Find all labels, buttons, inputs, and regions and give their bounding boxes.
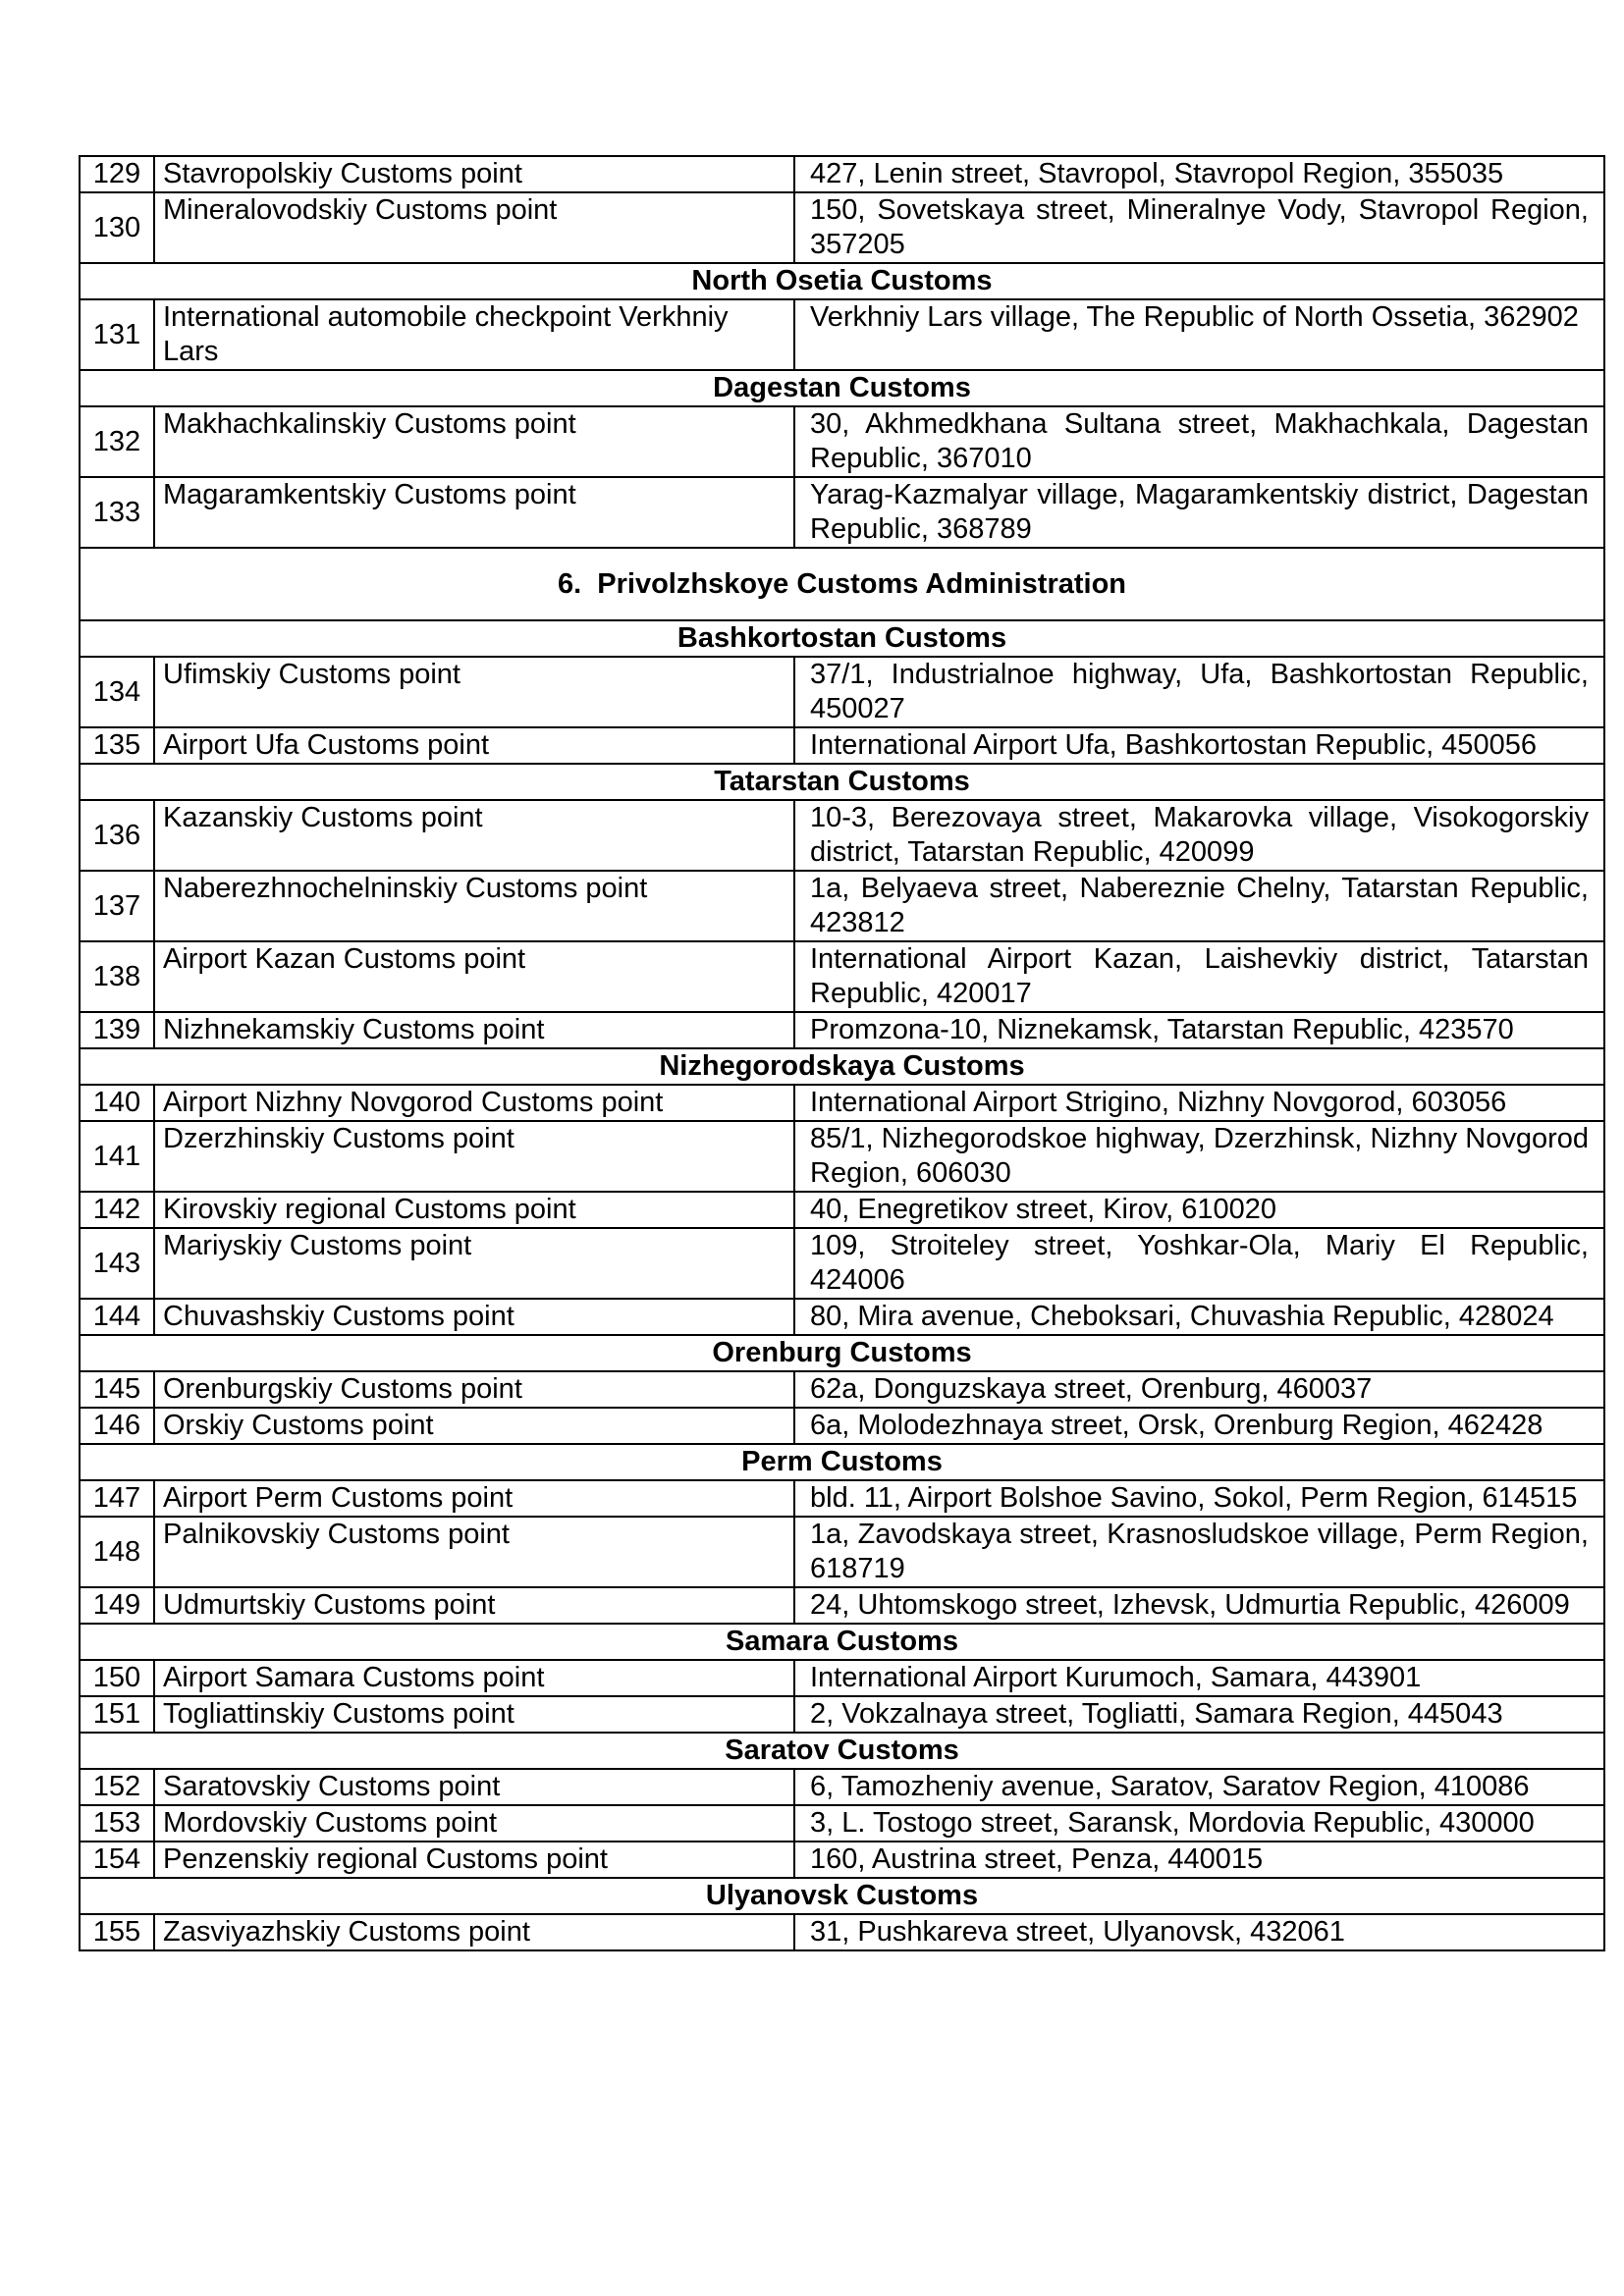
customs-point-name: Zasviyazhskiy Customs point [154,1914,794,1950]
table-row [80,1192,1604,1228]
table-row [80,1408,1604,1444]
table-row [80,1085,1604,1121]
customs-point-name: Udmurtskiy Customs point [154,1587,794,1624]
customs-point-address: 10-3, Berezovaya street, Makarovka village, Visokogorskiy district, Tatarstan Republic, 420099 [794,800,1604,871]
table-body [80,156,1604,1950]
customs-point-address: 30, Akhmedkhana Sultana street, Makhachkala, Dagestan Republic, 367010 [794,406,1604,477]
customs-point-name: Naberezhnochelninskiy Customs point [154,871,794,941]
customs-point-name: Kazanskiy Customs point [154,800,794,871]
entry-number: 130 [80,192,154,263]
entry-number: 138 [80,941,154,1012]
customs-point-name: Mineralovodskiy Customs point [154,192,794,263]
table-row [80,941,1604,1012]
customs-point-address: 24, Uhtomskogo street, Izhevsk, Udmurtia Republic, 426009 [794,1587,1604,1624]
customs-point-address: 37/1, Industrialnoe highway, Ufa, Bashkortostan Republic, 450027 [794,657,1604,727]
entry-number: 150 [80,1660,154,1696]
table-row [80,1769,1604,1805]
customs-point-address: 40, Enegretikov street, Kirov, 610020 [794,1192,1604,1228]
entry-number: 151 [80,1696,154,1733]
customs-point-name: Ufimskiy Customs point [154,657,794,727]
customs-point-address: 150, Sovetskaya street, Mineralnye Vody, Stavropol Region, 357205 [794,192,1604,263]
table-row [80,156,1604,192]
customs-point-address: 80, Mira avenue, Cheboksari, Chuvashia Republic, 428024 [794,1299,1604,1335]
section-title: Bashkortostan Customs [80,620,1604,657]
table-row [80,1480,1604,1517]
customs-point-name: Stavropolskiy Customs point [154,156,794,192]
customs-point-address: Yarag-Kazmalyar village, Magaramkentskiy district, Dagestan Republic, 368789 [794,477,1604,548]
section-title: Saratov Customs [80,1733,1604,1769]
customs-point-name: Makhachkalinskiy Customs point [154,406,794,477]
section-title: Perm Customs [80,1444,1604,1480]
customs-point-name: Palnikovskiy Customs point [154,1517,794,1587]
table-row [80,657,1604,727]
section-header-row [80,1733,1604,1769]
customs-point-address: Promzona-10, Niznekamsk, Tatarstan Republic, 423570 [794,1012,1604,1048]
customs-point-name: Orenburgskiy Customs point [154,1371,794,1408]
customs-point-address: 2, Vokzalnaya street, Togliatti, Samara Region, 445043 [794,1696,1604,1733]
entry-number: 152 [80,1769,154,1805]
section-header-row [80,1878,1604,1914]
section-header-row [80,1444,1604,1480]
customs-point-address: 109, Stroiteley street, Yoshkar-Ola, Mariy El Republic, 424006 [794,1228,1604,1299]
entry-number: 155 [80,1914,154,1950]
customs-point-address: 85/1, Nizhegorodskoe highway, Dzerzhinsk, Nizhny Novgorod Region, 606030 [794,1121,1604,1192]
table-row [80,192,1604,263]
entry-number: 154 [80,1842,154,1878]
table-row [80,871,1604,941]
customs-point-address: 160, Austrina street, Penza, 440015 [794,1842,1604,1878]
customs-point-address: International Airport Ufa, Bashkortostan Republic, 450056 [794,727,1604,764]
customs-point-name: Penzenskiy regional Customs point [154,1842,794,1878]
entry-number: 134 [80,657,154,727]
entry-number: 131 [80,299,154,370]
customs-point-address: 6a, Molodezhnaya street, Orsk, Orenburg Region, 462428 [794,1408,1604,1444]
entry-number: 129 [80,156,154,192]
customs-point-address: 427, Lenin street, Stavropol, Stavropol Region, 355035 [794,156,1604,192]
entry-number: 142 [80,1192,154,1228]
section-header-row [80,1048,1604,1085]
entry-number: 146 [80,1408,154,1444]
customs-point-address: bld. 11, Airport Bolshoe Savino, Sokol, Perm Region, 614515 [794,1480,1604,1517]
entry-number: 132 [80,406,154,477]
customs-point-address: 6, Tamozheniy avenue, Saratov, Saratov Region, 410086 [794,1769,1604,1805]
entry-number: 145 [80,1371,154,1408]
section-header-row [80,764,1604,800]
table-row [80,1587,1604,1624]
table-row [80,1696,1604,1733]
section-title: North Osetia Customs [80,263,1604,299]
entry-number: 149 [80,1587,154,1624]
customs-point-name: Airport Samara Customs point [154,1660,794,1696]
customs-point-name: Airport Kazan Customs point [154,941,794,1012]
customs-point-name: Chuvashskiy Customs point [154,1299,794,1335]
entry-number: 143 [80,1228,154,1299]
section-title: Samara Customs [80,1624,1604,1660]
administration-header-row [80,548,1604,620]
customs-point-name: Togliattinskiy Customs point [154,1696,794,1733]
customs-point-address: International Airport Kazan, Laishevkiy district, Tatarstan Republic, 420017 [794,941,1604,1012]
section-header-row [80,263,1604,299]
table-row [80,1228,1604,1299]
table-row [80,406,1604,477]
table-row [80,1517,1604,1587]
section-title: Ulyanovsk Customs [80,1878,1604,1914]
customs-point-name: Magaramkentskiy Customs point [154,477,794,548]
customs-point-address: 3, L. Tostogo street, Saransk, Mordovia Republic, 430000 [794,1805,1604,1842]
customs-point-address: 1a, Belyaeva street, Nabereznie Chelny, Tatarstan Republic, 423812 [794,871,1604,941]
table-row [80,727,1604,764]
customs-point-address: Verkhniy Lars village, The Republic of North Ossetia, 362902 [794,299,1604,370]
customs-point-name: Dzerzhinskiy Customs point [154,1121,794,1192]
customs-points-table [79,155,1605,1951]
customs-point-name: Mariyskiy Customs point [154,1228,794,1299]
table-row [80,299,1604,370]
table-row [80,1805,1604,1842]
entry-number: 144 [80,1299,154,1335]
customs-point-name: International automobile checkpoint Verkhniy Lars [154,299,794,370]
section-title: Orenburg Customs [80,1335,1604,1371]
entry-number: 136 [80,800,154,871]
table-row [80,1121,1604,1192]
customs-point-name: Airport Perm Customs point [154,1480,794,1517]
customs-point-name: Mordovskiy Customs point [154,1805,794,1842]
table-row [80,477,1604,548]
section-title: Tatarstan Customs [80,764,1604,800]
entry-number: 135 [80,727,154,764]
customs-point-name: Orskiy Customs point [154,1408,794,1444]
customs-point-address: 1a, Zavodskaya street, Krasnosludskoe village, Perm Region, 618719 [794,1517,1604,1587]
section-title: Dagestan Customs [80,370,1604,406]
table-row [80,1012,1604,1048]
entry-number: 141 [80,1121,154,1192]
administration-title: 6. Privolzhskoye Customs Administration [80,548,1604,620]
entry-number: 148 [80,1517,154,1587]
section-header-row [80,1335,1604,1371]
customs-point-name: Airport Ufa Customs point [154,727,794,764]
section-header-row [80,370,1604,406]
table-row [80,800,1604,871]
table-row [80,1914,1604,1950]
customs-point-name: Airport Nizhny Novgorod Customs point [154,1085,794,1121]
customs-point-address: International Airport Kurumoch, Samara, 443901 [794,1660,1604,1696]
entry-number: 139 [80,1012,154,1048]
table-row [80,1371,1604,1408]
table-row [80,1842,1604,1878]
entry-number: 133 [80,477,154,548]
section-title: Nizhegorodskaya Customs [80,1048,1604,1085]
customs-point-name: Nizhnekamskiy Customs point [154,1012,794,1048]
customs-point-name: Kirovskiy regional Customs point [154,1192,794,1228]
table-row [80,1660,1604,1696]
table-row [80,1299,1604,1335]
entry-number: 137 [80,871,154,941]
customs-point-name: Saratovskiy Customs point [154,1769,794,1805]
entry-number: 140 [80,1085,154,1121]
entry-number: 153 [80,1805,154,1842]
customs-point-address: 31, Pushkareva street, Ulyanovsk, 432061 [794,1914,1604,1950]
entry-number: 147 [80,1480,154,1517]
customs-point-address: 62a, Donguzskaya street, Orenburg, 460037 [794,1371,1604,1408]
section-header-row [80,620,1604,657]
customs-point-address: International Airport Strigino, Nizhny Novgorod, 603056 [794,1085,1604,1121]
section-header-row [80,1624,1604,1660]
